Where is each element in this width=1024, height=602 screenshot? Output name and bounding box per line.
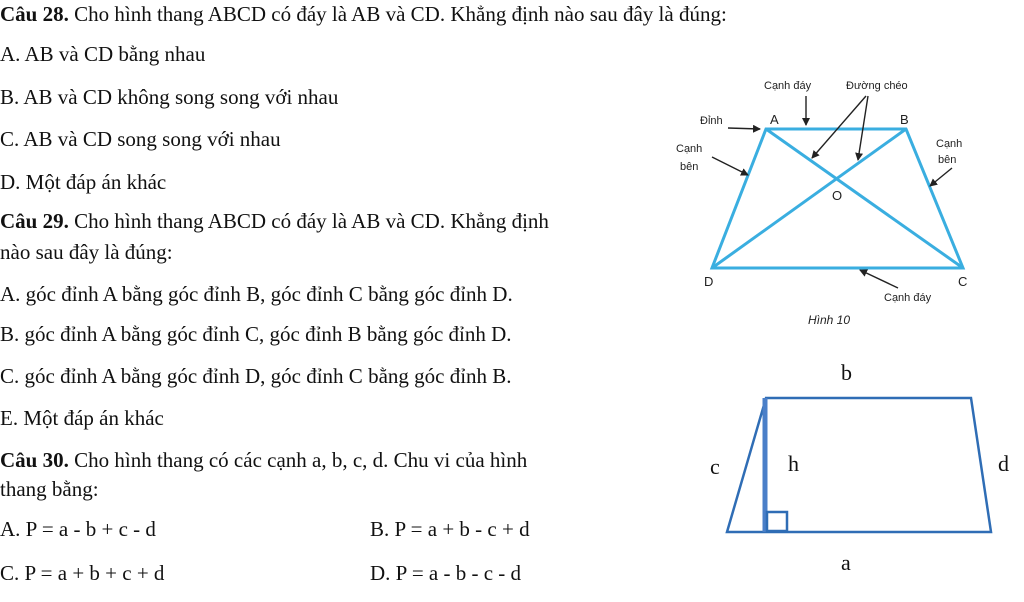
q29-option-e: E. Một đáp án khác	[0, 406, 164, 430]
label-canh-ben-left-2: bên	[680, 161, 699, 173]
q29-label: Câu 29.	[0, 209, 69, 233]
q29-option-a: A. góc đỉnh A bằng góc đỉnh B, góc đỉnh C bằng góc đỉnh D.	[0, 282, 513, 306]
label-duong-cheo: Đường chéo	[846, 80, 908, 92]
label-canh-ben-left-1: Cạnh	[676, 143, 703, 155]
arrow-canh-day-bottom	[860, 270, 898, 288]
arrow-canh-ben-right	[930, 168, 952, 186]
arrow-duong-cheo-1	[812, 96, 866, 158]
q28-label: Câu 28.	[0, 2, 69, 26]
right-angle-mark	[767, 512, 787, 531]
label-dinh: Đỉnh	[700, 115, 723, 127]
q29-option-b: B. góc đỉnh A bằng góc đỉnh C, góc đỉnh B bằng góc đỉnh D.	[0, 322, 512, 346]
q30-text-line2: thang bằng:	[0, 477, 99, 501]
q28-text: Cho hình thang ABCD có đáy là AB và CD. Khẳng định nào sau đây là đúng:	[68, 2, 727, 26]
trapezoid-figure-hinh-10	[676, 80, 967, 327]
q29-option-c: C. góc đỉnh A bằng góc đỉnh D, góc đỉnh C bằng góc đỉnh B.	[0, 364, 512, 388]
vertex-label-d: D	[704, 274, 714, 289]
q28-option-d: D. Một đáp án khác	[0, 170, 167, 194]
diagonal-bd	[712, 129, 906, 268]
height-label-h: h	[788, 451, 799, 476]
q30-option-c: C. P = a + b + c + d	[0, 561, 165, 585]
vertex-label-b: B	[900, 112, 909, 127]
q29-text-line2: nào sau đây là đúng:	[0, 240, 173, 264]
label-canh-ben-right-1: Cạnh	[936, 138, 963, 150]
label-canh-day-bottom: Cạnh đáy	[884, 292, 932, 304]
q28-option-b: B. AB và CD không song song với nhau	[0, 85, 339, 109]
figure-caption: Hình 10	[808, 313, 851, 327]
q30-label: Câu 30.	[0, 448, 69, 472]
q30-option-a: A. P = a - b + c - d	[0, 517, 156, 541]
q30-option-d: D. P = a - b - c - d	[370, 561, 522, 585]
arrow-canh-ben-left	[712, 157, 748, 175]
arrow-dinh	[728, 128, 760, 129]
label-canh-ben-right-2: bên	[938, 154, 957, 166]
side-label-d: d	[998, 451, 1009, 476]
label-canh-day-top: Cạnh đáy	[764, 80, 812, 92]
side-label-c: c	[710, 454, 720, 479]
side-label-a: a	[841, 550, 851, 575]
vertex-label-c: C	[958, 274, 968, 289]
q30-text-line1: Cho hình thang có các cạnh a, b, c, d. Chu vi của hình	[68, 448, 528, 472]
q28-option-c: C. AB và CD song song với nhau	[0, 127, 281, 151]
q29-text-line1: Cho hình thang ABCD có đáy là AB và CD. Khẳng định	[68, 209, 549, 233]
q30-option-b: B. P = a + b - c + d	[370, 517, 530, 541]
q28-option-a: A. AB và CD bằng nhau	[0, 42, 206, 66]
side-label-b: b	[841, 360, 852, 385]
vertex-label-o: O	[832, 188, 843, 203]
trapezoid-figure-abcd-sides	[710, 360, 1009, 575]
vertex-label-a: A	[770, 112, 779, 127]
